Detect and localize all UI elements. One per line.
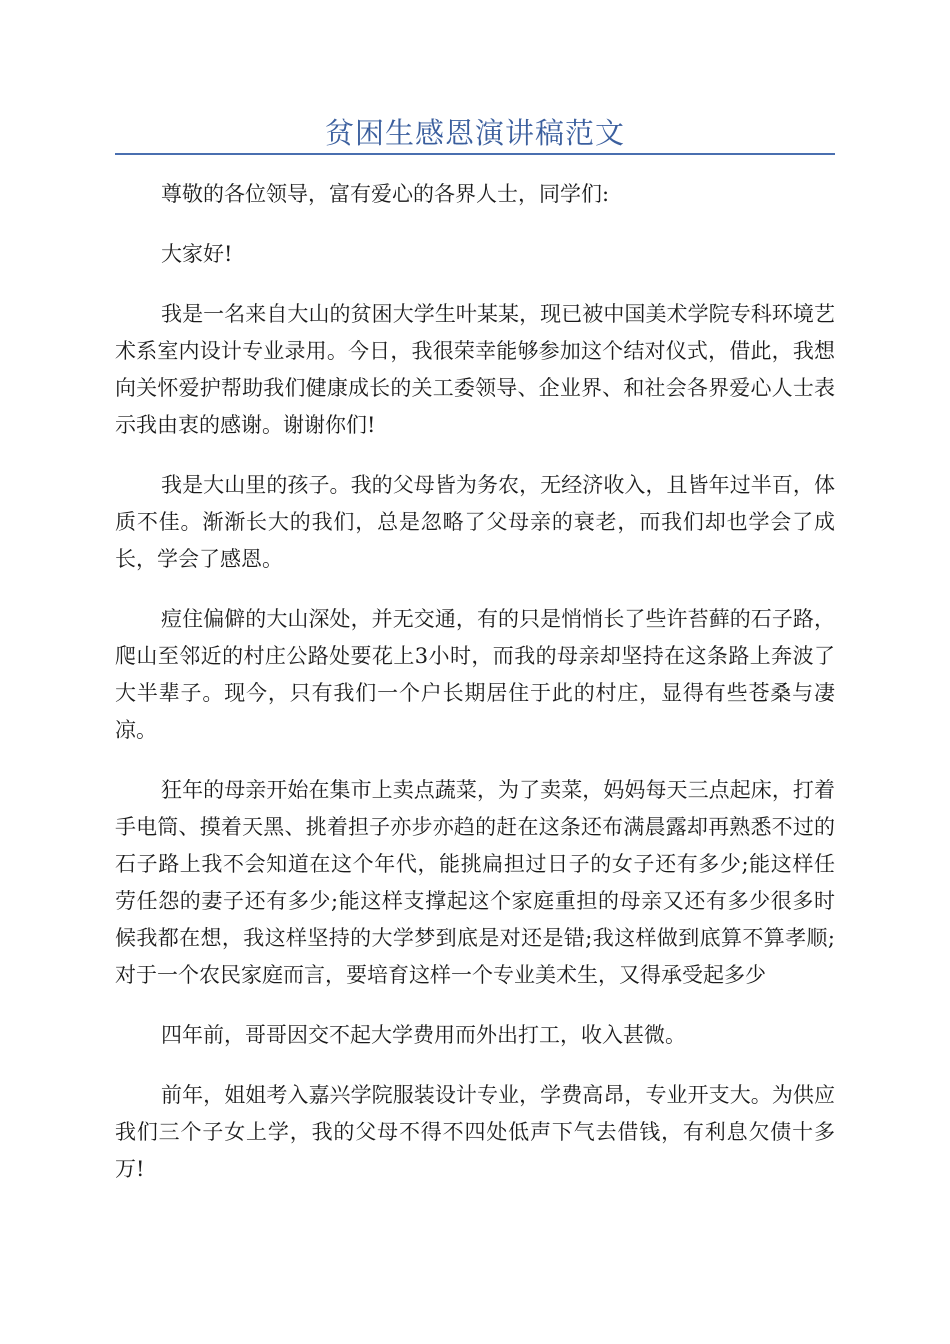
paragraph-introduction: 我是一名来自大山的贫困大学生叶某某，现已被中国美术学院专科环境艺术系室内设计专业录用。今日，我很荣幸能够参加这个结对仪式，借此，我想向关怀爱护帮助我们健康成长的关工委领导、企业界、和社会各界爱心人士表示我由衷的感谢。谢谢你们! [115,302,835,437]
title-underline [115,153,835,155]
paragraph-family: 我是大山里的孩子。我的父母皆为务农，无经济收入，且皆年过半百，体质不佳。渐渐长大的我们，总是忽略了父母亲的衰老，而我们却也学会了成长，学会了感恩。 [115,473,835,571]
paragraph-sister: 前年，姐姐考入嘉兴学院服装设计专业，学费高昂，专业开支大。为供应我们三个子女上学，我的父母不得不四处低声下气去借钱，有利息欠债十多万! [115,1083,835,1181]
paragraph-village: 痘住偏僻的大山深处，并无交通，有的只是悄悄长了些许苔藓的石子路，爬山至邻近的村庄公路处要花上3小时，而我的母亲却坚持在这条路上奔波了大半辈子。现今，只有我们一个户长期居住于此的村庄，显得有些苍桑与凄凉。 [115,607,835,742]
paragraph-salutation: 尊敬的各位领导，富有爱心的各界人士，同学们: [161,182,610,206]
document-body [115,176,835,1211]
paragraph-greeting: 大家好! [161,242,233,266]
paragraph-brother: 四年前，哥哥因交不起大学费用而外出打工，收入甚微。 [161,1023,686,1047]
document-title: 贫困生感恩演讲稿范文 [324,116,625,150]
paragraph-mother: 狂年的母亲开始在集市上卖点蔬菜，为了卖菜，妈妈每天三点起床，打着手电筒、摸着天黑、挑着担子亦步亦趋的赶在这条还布满晨露却再熟悉不过的石子路上我不会知道在这个年代，能挑扁担过日子的女子还有多少;能这样任劳任怨的妻子还有多少;能这样支撑起这个家庭重担的母亲又还有多少很多时候我都在想，我这样坚持的大学梦到底是对还是错;我这样做到底算不算孝顺;对于一个农民家庭而言，要培育这样一个专业美术生，又得承受起多少 [115,778,835,987]
